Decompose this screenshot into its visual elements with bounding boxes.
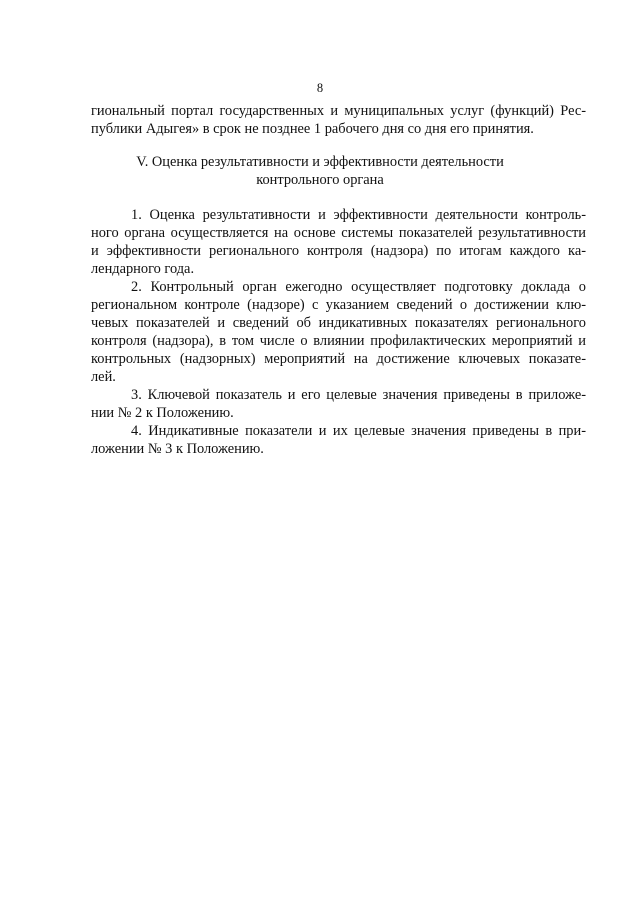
section-heading-line: V. Оценка результативности и эффективности деятельности [136, 154, 504, 170]
text-line: 2. Контрольный орган ежегодно осуществляет подготовку доклада о [131, 279, 586, 295]
text-line: 1. Оценка результативности и эффективности деятельности контроль- [131, 207, 586, 223]
text-line: чевых показателей и сведений об индикативных показателях регионального [91, 315, 586, 331]
text-line: публики Адыгея» в срок не позднее 1 рабочего дня со дня его принятия. [91, 121, 534, 137]
text-line: ложении № 3 к Положению. [91, 441, 264, 457]
text-line: 4. Индикативные показатели и их целевые значения приведены в при- [131, 423, 586, 439]
text-line: и эффективности регионального контроля (надзора) по итогам каждого ка- [91, 243, 586, 259]
section-heading-line: контрольного органа [256, 172, 384, 188]
text-line: региональном контроле (надзоре) с указанием сведений о достижении клю- [91, 297, 586, 313]
text-line: 3. Ключевой показатель и его целевые значения приведены в приложе- [131, 387, 586, 403]
text-line: гиональный портал государственных и муниципальных услуг (функций) Рес- [91, 103, 586, 119]
text-line: лей. [91, 369, 116, 385]
text-line: лендарного года. [91, 261, 195, 277]
text-line: контроля (надзора), в том числе о влиянии профилактических мероприятий и [91, 333, 586, 349]
text-line: нии № 2 к Положению. [91, 405, 234, 421]
page-number: 8 [316, 81, 324, 95]
text-line: контрольных (надзорных) мероприятий на достижение ключевых показате- [91, 351, 586, 367]
text-line: ного органа осуществляется на основе системы показателей результативности [91, 225, 586, 241]
